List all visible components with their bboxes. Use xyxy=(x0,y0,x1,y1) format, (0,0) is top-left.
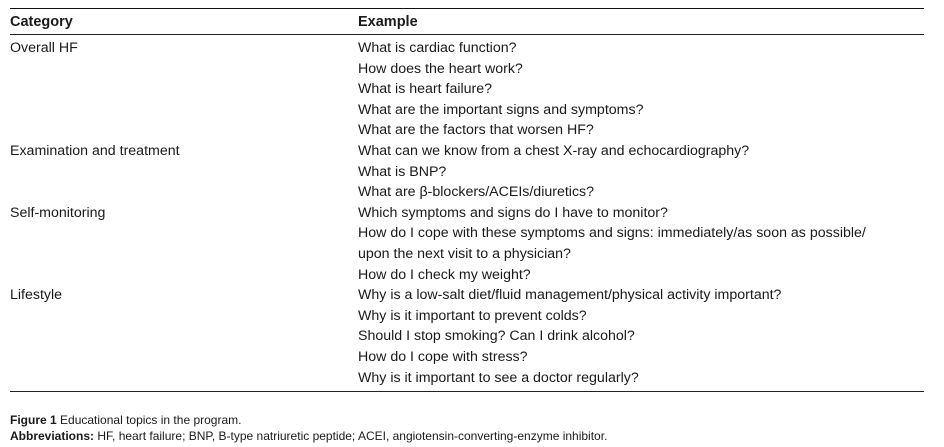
figure-caption xyxy=(10,413,607,444)
table-bottom-rule xyxy=(10,391,924,392)
category-cell: Lifestyle xyxy=(10,287,63,304)
abbreviations-line xyxy=(10,429,607,445)
example-cell: What is BNP? xyxy=(358,163,447,180)
example-list xyxy=(358,38,924,141)
header-example: Example xyxy=(358,13,418,30)
table-group-lifestyle xyxy=(10,285,924,388)
example-cell: What is cardiac function? xyxy=(358,40,517,56)
abbreviations-text: HF, heart failure; BNP, B-type natriuretic peptide; ACEI, angiotensin-converting-enzyme inhibitor. xyxy=(97,428,608,443)
table-body xyxy=(10,35,924,391)
category-cell: Self-monitoring xyxy=(10,204,106,221)
example-cell: Why is it important to prevent colds? xyxy=(358,307,587,324)
example-list xyxy=(358,285,924,388)
example-cell: Which symptoms and signs do I have to monitor? xyxy=(358,204,668,221)
example-cell: What are the important signs and symptoms? xyxy=(358,101,644,118)
example-list xyxy=(358,203,924,285)
abbreviations-label: Abbreviations: xyxy=(10,428,95,443)
table-group-examination-treatment xyxy=(10,141,924,203)
example-cell: What can we know from a chest X-ray and echocardiography? xyxy=(358,142,750,159)
example-cell: What are β-blockers/ACEIs/diuretics? xyxy=(358,184,595,201)
example-cell: How do I cope with these symptoms and signs: immediately/as soon as possible/ xyxy=(358,225,866,242)
header-category: Category xyxy=(10,13,73,30)
table-header-row xyxy=(10,9,924,34)
example-cell: Why is a low-salt diet/fluid management/physical activity important? xyxy=(358,287,782,304)
table-group-self-monitoring xyxy=(10,203,924,285)
example-cell: Why is it important to see a doctor regularly? xyxy=(358,369,639,386)
figure-title-line xyxy=(10,413,607,429)
example-cell: How does the heart work? xyxy=(358,60,523,77)
example-cell: What are the factors that worsen HF? xyxy=(358,122,594,139)
example-cell: Should I stop smoking? Can I drink alcohol? xyxy=(358,328,635,345)
category-cell: Examination and treatment xyxy=(10,142,180,159)
example-cell: upon the next visit to a physician? xyxy=(358,245,571,262)
example-cell: How do I check my weight? xyxy=(358,266,531,283)
example-cell: What is heart failure? xyxy=(358,81,493,98)
table-group-overall-hf xyxy=(10,38,924,141)
example-cell: How do I cope with stress? xyxy=(358,348,528,365)
example-list xyxy=(358,141,924,203)
category-cell: Overall HF xyxy=(10,40,78,56)
figure-text: Educational topics in the program. xyxy=(60,413,242,427)
figure-label: Figure 1 xyxy=(10,413,57,427)
topics-table xyxy=(10,8,924,392)
